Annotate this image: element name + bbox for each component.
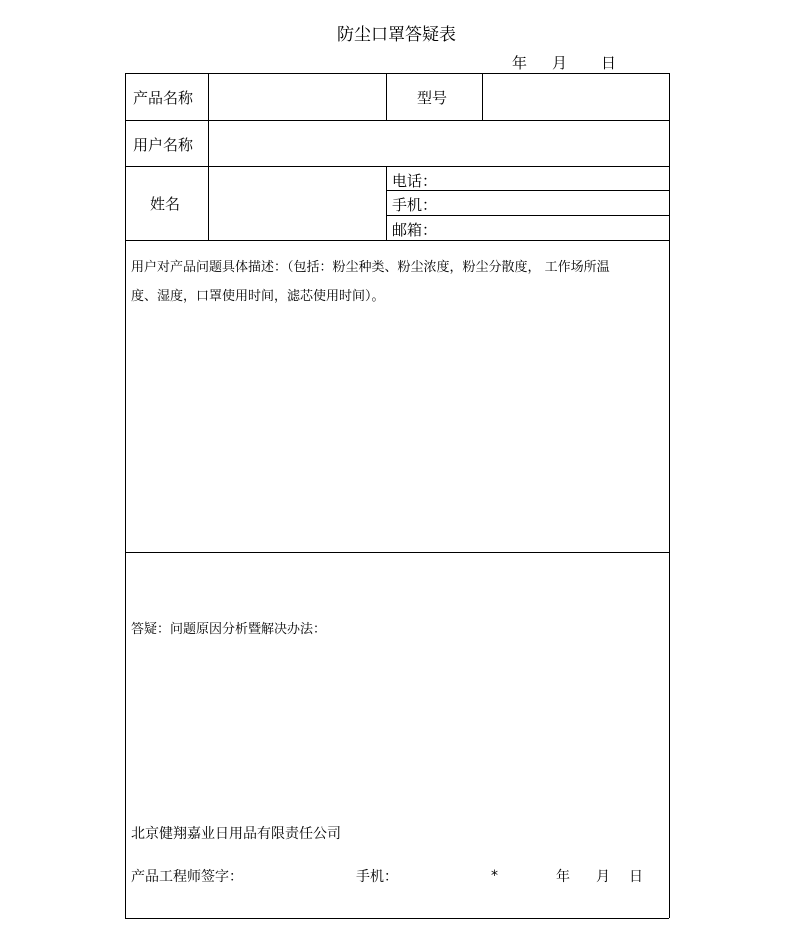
table-border-bottom xyxy=(125,918,669,919)
row-divider xyxy=(125,120,669,121)
column-divider xyxy=(482,73,483,120)
answer-label: 答疑：问题原因分析暨解决办法： xyxy=(131,622,327,637)
engineer-mobile-label[interactable]: 手机： xyxy=(356,869,398,885)
product-name-field[interactable] xyxy=(210,75,384,119)
phone-label[interactable]: 电话： xyxy=(392,172,438,190)
table-border-right xyxy=(669,73,670,918)
user-name-label: 用户名称 xyxy=(133,136,194,154)
label-column-divider xyxy=(208,73,209,240)
model-field[interactable] xyxy=(484,75,668,119)
footer-year-label: 年 xyxy=(556,869,570,885)
person-name-field[interactable] xyxy=(210,168,384,239)
header-year-label: 年 xyxy=(512,54,528,72)
asterisk-mark: * xyxy=(491,868,498,884)
footer-month-label: 月 xyxy=(596,869,610,885)
description-prompt-line2: 度、湿度，口罩使用时间，滤芯使用时间）。 xyxy=(131,289,385,304)
row-divider xyxy=(125,240,669,241)
product-name-label: 产品名称 xyxy=(133,89,194,107)
column-divider xyxy=(386,73,387,120)
answer-field[interactable] xyxy=(127,640,667,810)
form-title: 防尘口罩答疑表 xyxy=(337,25,456,45)
row-divider xyxy=(125,166,669,167)
header-day-label: 日 xyxy=(601,54,617,72)
person-name-label: 姓名 xyxy=(150,195,181,213)
row-divider xyxy=(125,552,669,553)
table-border-left xyxy=(125,73,126,918)
model-label: 型号 xyxy=(417,89,448,107)
mobile-label[interactable]: 手机： xyxy=(392,196,438,214)
user-name-field[interactable] xyxy=(210,122,668,165)
footer-day-label: 日 xyxy=(629,869,643,885)
description-prompt-line1: 用户对产品问题具体描述：（包括：粉尘种类、粉尘浓度，粉尘分散度， 工作场所温 xyxy=(131,260,610,275)
header-month-label: 月 xyxy=(552,54,568,72)
description-field[interactable] xyxy=(127,308,667,550)
company-name: 北京健翔嘉业日用品有限责任公司 xyxy=(131,826,341,842)
table-border-top xyxy=(125,73,669,74)
column-divider xyxy=(386,166,387,240)
contact-divider xyxy=(386,215,669,216)
engineer-signature-label[interactable]: 产品工程师签字： xyxy=(131,869,243,885)
email-label[interactable]: 邮箱： xyxy=(392,221,438,239)
